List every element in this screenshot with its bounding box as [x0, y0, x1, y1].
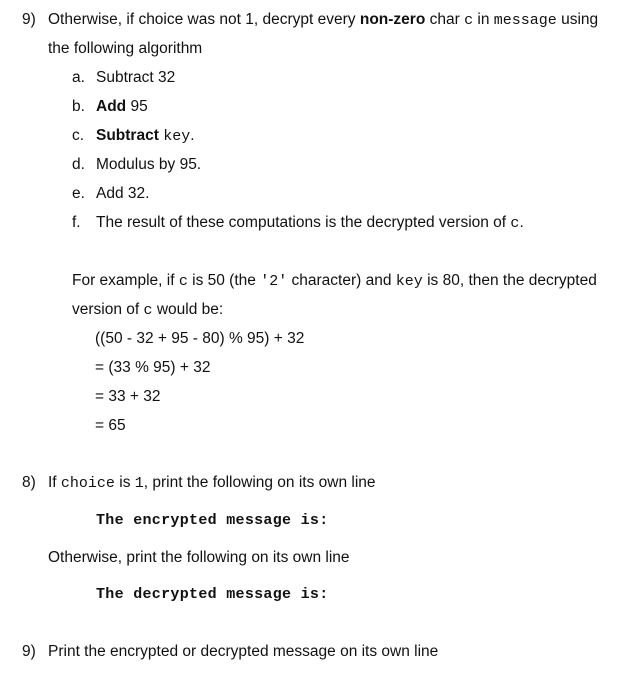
list-marker: c. [72, 127, 85, 144]
text: is [114, 474, 135, 491]
text: . [190, 127, 195, 144]
calculation-line: ((50 - 32 + 95 - 80) % 95) + 32 [95, 330, 305, 347]
step-number: 8) [22, 474, 36, 491]
step-9-text [48, 10, 598, 31]
text: using [556, 11, 599, 28]
text: Otherwise, if choice was not 1, decrypt every [48, 11, 360, 28]
step-9-continuation: the following algorithm [48, 40, 203, 57]
calculation-line: = (33 % 95) + 32 [95, 359, 211, 376]
step-number: 9) [22, 643, 36, 660]
step-number: 9) [22, 11, 36, 28]
list-item [96, 213, 524, 234]
code-text: c [143, 302, 153, 319]
list-item [96, 126, 195, 147]
calculation-line: = 33 + 32 [95, 388, 161, 405]
otherwise-text: Otherwise, print the following on its own line [48, 549, 350, 566]
code-text: c [510, 215, 520, 232]
code-text: '2' [260, 273, 288, 290]
text: is 80, then the decrypted [422, 272, 597, 289]
text: . [519, 214, 524, 231]
encrypted-message-output: The encrypted message is: [96, 512, 329, 529]
text: character) and [287, 272, 396, 289]
calculation-line: = 65 [95, 417, 126, 434]
code-text: key [163, 128, 191, 145]
text: would be: [152, 301, 224, 318]
text: is 50 (the [187, 272, 261, 289]
bold-text: Subtract [96, 127, 159, 144]
bold-text: non-zero [359, 11, 426, 28]
text: 95 [126, 98, 148, 115]
list-item [96, 97, 148, 117]
list-marker: f. [72, 214, 81, 231]
code-text: message [493, 12, 557, 29]
list-marker: a. [72, 69, 85, 86]
list-item: Modulus by 95. [96, 156, 202, 173]
bold-text: Add [96, 98, 127, 115]
list-item: Add 32. [96, 185, 150, 202]
step-8-text [48, 473, 376, 494]
example-text [72, 300, 223, 321]
text: char [425, 11, 465, 28]
text: , print the following on its own line [143, 474, 376, 491]
text: If [48, 474, 61, 491]
list-marker: b. [72, 98, 85, 115]
code-text: c [178, 273, 188, 290]
list-marker: e. [72, 185, 85, 202]
example-text [72, 271, 597, 292]
code-text: key [395, 273, 423, 290]
code-text: 1 [134, 475, 144, 492]
text: The result of these computations is the decrypted version of [96, 214, 511, 231]
list-item: Subtract 32 [96, 69, 176, 86]
text: version of [72, 301, 144, 318]
decrypted-message-output: The decrypted message is: [96, 586, 329, 603]
text: For example, if [72, 272, 179, 289]
code-text: c [464, 12, 474, 29]
list-marker: d. [72, 156, 85, 173]
text: in [473, 11, 494, 28]
code-text: choice [60, 475, 115, 492]
step-9-print-text: Print the encrypted or decrypted message on its own line [48, 643, 439, 660]
